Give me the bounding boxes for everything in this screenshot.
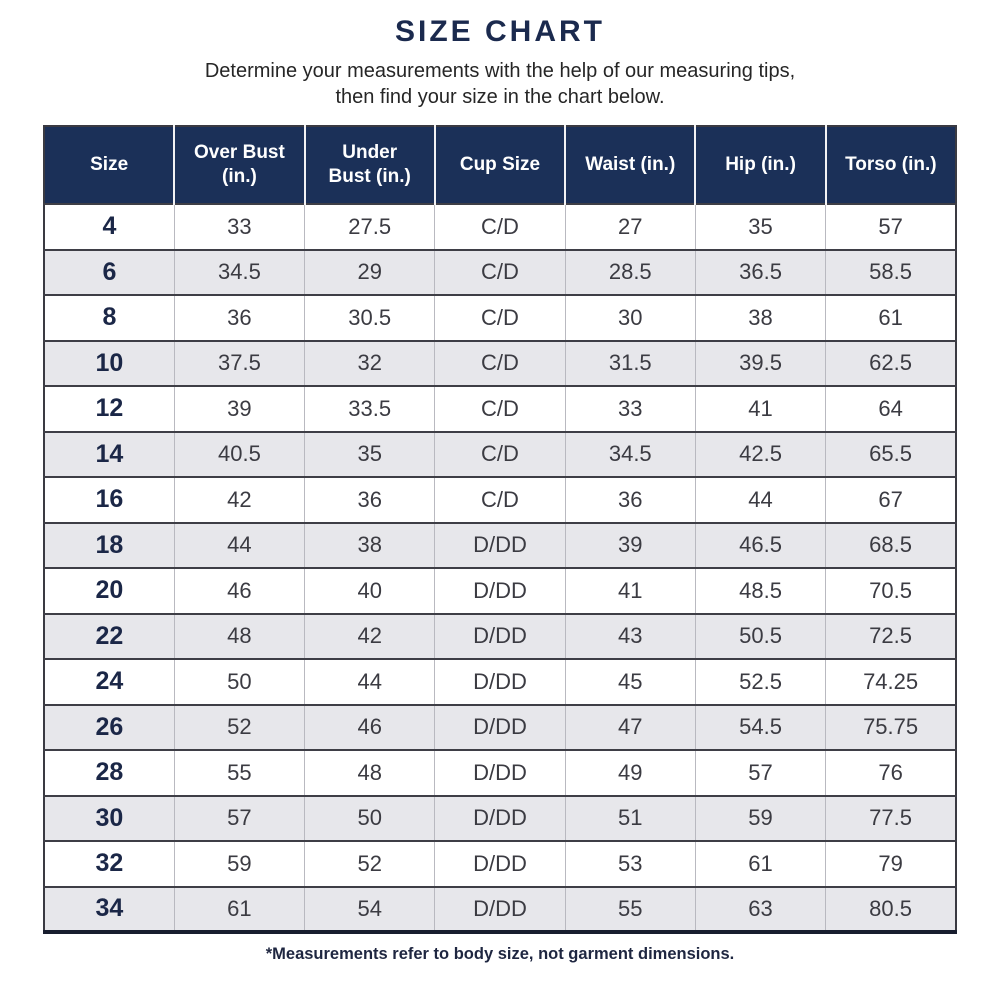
value-cell-hip-in: 41 bbox=[695, 386, 825, 432]
size-cell: 12 bbox=[44, 386, 174, 432]
value-cell-under-bust-in: 35 bbox=[305, 432, 435, 478]
table-row bbox=[44, 705, 956, 751]
value-cell-waist-in: 43 bbox=[565, 614, 695, 660]
value-cell-cup-size: C/D bbox=[435, 432, 565, 478]
value-cell-under-bust-in: 52 bbox=[305, 841, 435, 887]
column-header-cup-size: Cup Size bbox=[435, 126, 565, 204]
value-cell-cup-size: D/DD bbox=[435, 796, 565, 842]
subtitle-line-1: Determine your measurements with the help of our measuring tips, bbox=[204, 60, 796, 82]
size-cell: 24 bbox=[44, 659, 174, 705]
size-cell: 32 bbox=[44, 841, 174, 887]
size-cell: 20 bbox=[44, 568, 174, 614]
value-cell-hip-in: 61 bbox=[695, 841, 825, 887]
value-cell-under-bust-in: 44 bbox=[305, 659, 435, 705]
value-cell-cup-size: C/D bbox=[435, 341, 565, 387]
value-cell-under-bust-in: 38 bbox=[305, 523, 435, 569]
table-row bbox=[44, 841, 956, 887]
value-cell-waist-in: 53 bbox=[565, 841, 695, 887]
table-row bbox=[44, 250, 956, 296]
value-cell-over-bust-in: 61 bbox=[174, 887, 304, 933]
table-body bbox=[44, 204, 956, 932]
size-cell: 28 bbox=[44, 750, 174, 796]
value-cell-over-bust-in: 42 bbox=[174, 477, 304, 523]
value-cell-over-bust-in: 59 bbox=[174, 841, 304, 887]
size-cell: 10 bbox=[44, 341, 174, 387]
value-cell-over-bust-in: 39 bbox=[174, 386, 304, 432]
table-row bbox=[44, 796, 956, 842]
value-cell-torso-in: 70.5 bbox=[826, 568, 956, 614]
value-cell-over-bust-in: 50 bbox=[174, 659, 304, 705]
value-cell-torso-in: 67 bbox=[826, 477, 956, 523]
table-row bbox=[44, 341, 956, 387]
value-cell-cup-size: D/DD bbox=[435, 841, 565, 887]
value-cell-over-bust-in: 55 bbox=[174, 750, 304, 796]
value-cell-over-bust-in: 36 bbox=[174, 295, 304, 341]
size-cell: 34 bbox=[44, 887, 174, 933]
value-cell-cup-size: D/DD bbox=[435, 705, 565, 751]
value-cell-cup-size: D/DD bbox=[435, 523, 565, 569]
size-cell: 6 bbox=[44, 250, 174, 296]
page-subtitle bbox=[0, 58, 1000, 110]
value-cell-waist-in: 33 bbox=[565, 386, 695, 432]
value-cell-torso-in: 79 bbox=[826, 841, 956, 887]
value-cell-under-bust-in: 54 bbox=[305, 887, 435, 933]
value-cell-torso-in: 75.75 bbox=[826, 705, 956, 751]
size-cell: 4 bbox=[44, 204, 174, 250]
table-row bbox=[44, 614, 956, 660]
value-cell-under-bust-in: 27.5 bbox=[305, 204, 435, 250]
value-cell-cup-size: D/DD bbox=[435, 750, 565, 796]
size-cell: 8 bbox=[44, 295, 174, 341]
value-cell-waist-in: 28.5 bbox=[565, 250, 695, 296]
value-cell-hip-in: 39.5 bbox=[695, 341, 825, 387]
value-cell-torso-in: 62.5 bbox=[826, 341, 956, 387]
table-row bbox=[44, 295, 956, 341]
size-chart-table bbox=[43, 125, 957, 934]
value-cell-cup-size: D/DD bbox=[435, 614, 565, 660]
value-cell-waist-in: 45 bbox=[565, 659, 695, 705]
value-cell-waist-in: 41 bbox=[565, 568, 695, 614]
table-header bbox=[44, 126, 956, 204]
value-cell-torso-in: 58.5 bbox=[826, 250, 956, 296]
value-cell-torso-in: 57 bbox=[826, 204, 956, 250]
value-cell-under-bust-in: 29 bbox=[305, 250, 435, 296]
value-cell-over-bust-in: 46 bbox=[174, 568, 304, 614]
value-cell-over-bust-in: 33 bbox=[174, 204, 304, 250]
value-cell-under-bust-in: 30.5 bbox=[305, 295, 435, 341]
column-header-size: Size bbox=[44, 126, 174, 204]
column-header-under-bust-in: Under Bust (in.) bbox=[305, 126, 435, 204]
value-cell-cup-size: D/DD bbox=[435, 568, 565, 614]
value-cell-torso-in: 72.5 bbox=[826, 614, 956, 660]
value-cell-torso-in: 68.5 bbox=[826, 523, 956, 569]
value-cell-hip-in: 57 bbox=[695, 750, 825, 796]
value-cell-waist-in: 49 bbox=[565, 750, 695, 796]
value-cell-cup-size: C/D bbox=[435, 295, 565, 341]
table-row bbox=[44, 750, 956, 796]
value-cell-cup-size: C/D bbox=[435, 386, 565, 432]
value-cell-under-bust-in: 36 bbox=[305, 477, 435, 523]
value-cell-over-bust-in: 52 bbox=[174, 705, 304, 751]
value-cell-waist-in: 31.5 bbox=[565, 341, 695, 387]
footnote: *Measurements refer to body size, not garment dimensions. bbox=[265, 945, 735, 963]
value-cell-hip-in: 52.5 bbox=[695, 659, 825, 705]
table-row bbox=[44, 659, 956, 705]
table-row bbox=[44, 568, 956, 614]
value-cell-waist-in: 30 bbox=[565, 295, 695, 341]
table-row bbox=[44, 432, 956, 478]
size-cell: 26 bbox=[44, 705, 174, 751]
value-cell-hip-in: 50.5 bbox=[695, 614, 825, 660]
value-cell-cup-size: C/D bbox=[435, 250, 565, 296]
table-row bbox=[44, 523, 956, 569]
value-cell-cup-size: D/DD bbox=[435, 887, 565, 933]
size-cell: 22 bbox=[44, 614, 174, 660]
value-cell-waist-in: 47 bbox=[565, 705, 695, 751]
value-cell-under-bust-in: 40 bbox=[305, 568, 435, 614]
value-cell-waist-in: 36 bbox=[565, 477, 695, 523]
value-cell-hip-in: 59 bbox=[695, 796, 825, 842]
value-cell-hip-in: 54.5 bbox=[695, 705, 825, 751]
size-cell: 30 bbox=[44, 796, 174, 842]
value-cell-torso-in: 74.25 bbox=[826, 659, 956, 705]
table-row bbox=[44, 887, 956, 933]
value-cell-torso-in: 76 bbox=[826, 750, 956, 796]
value-cell-over-bust-in: 40.5 bbox=[174, 432, 304, 478]
value-cell-over-bust-in: 57 bbox=[174, 796, 304, 842]
value-cell-waist-in: 34.5 bbox=[565, 432, 695, 478]
value-cell-cup-size: C/D bbox=[435, 204, 565, 250]
value-cell-torso-in: 65.5 bbox=[826, 432, 956, 478]
table-row bbox=[44, 477, 956, 523]
value-cell-over-bust-in: 34.5 bbox=[174, 250, 304, 296]
column-header-waist-in: Waist (in.) bbox=[565, 126, 695, 204]
subtitle-line-2: then find your size in the chart below. bbox=[335, 86, 665, 108]
value-cell-torso-in: 61 bbox=[826, 295, 956, 341]
value-cell-over-bust-in: 48 bbox=[174, 614, 304, 660]
value-cell-under-bust-in: 42 bbox=[305, 614, 435, 660]
value-cell-waist-in: 55 bbox=[565, 887, 695, 933]
value-cell-hip-in: 44 bbox=[695, 477, 825, 523]
value-cell-hip-in: 46.5 bbox=[695, 523, 825, 569]
value-cell-waist-in: 39 bbox=[565, 523, 695, 569]
column-header-over-bust-in: Over Bust (in.) bbox=[174, 126, 304, 204]
value-cell-hip-in: 38 bbox=[695, 295, 825, 341]
table-row bbox=[44, 204, 956, 250]
size-cell: 16 bbox=[44, 477, 174, 523]
header-row bbox=[44, 126, 956, 204]
table-row bbox=[44, 386, 956, 432]
column-header-hip-in: Hip (in.) bbox=[695, 126, 825, 204]
value-cell-cup-size: C/D bbox=[435, 477, 565, 523]
value-cell-under-bust-in: 33.5 bbox=[305, 386, 435, 432]
value-cell-under-bust-in: 50 bbox=[305, 796, 435, 842]
value-cell-hip-in: 63 bbox=[695, 887, 825, 933]
value-cell-torso-in: 77.5 bbox=[826, 796, 956, 842]
value-cell-torso-in: 64 bbox=[826, 386, 956, 432]
value-cell-waist-in: 51 bbox=[565, 796, 695, 842]
value-cell-under-bust-in: 46 bbox=[305, 705, 435, 751]
value-cell-over-bust-in: 44 bbox=[174, 523, 304, 569]
value-cell-torso-in: 80.5 bbox=[826, 887, 956, 933]
value-cell-hip-in: 42.5 bbox=[695, 432, 825, 478]
value-cell-over-bust-in: 37.5 bbox=[174, 341, 304, 387]
value-cell-hip-in: 48.5 bbox=[695, 568, 825, 614]
size-cell: 14 bbox=[44, 432, 174, 478]
value-cell-hip-in: 35 bbox=[695, 204, 825, 250]
page-title: SIZE CHART bbox=[395, 15, 605, 48]
size-cell: 18 bbox=[44, 523, 174, 569]
value-cell-under-bust-in: 32 bbox=[305, 341, 435, 387]
column-header-torso-in: Torso (in.) bbox=[826, 126, 956, 204]
value-cell-cup-size: D/DD bbox=[435, 659, 565, 705]
value-cell-under-bust-in: 48 bbox=[305, 750, 435, 796]
value-cell-waist-in: 27 bbox=[565, 204, 695, 250]
value-cell-hip-in: 36.5 bbox=[695, 250, 825, 296]
